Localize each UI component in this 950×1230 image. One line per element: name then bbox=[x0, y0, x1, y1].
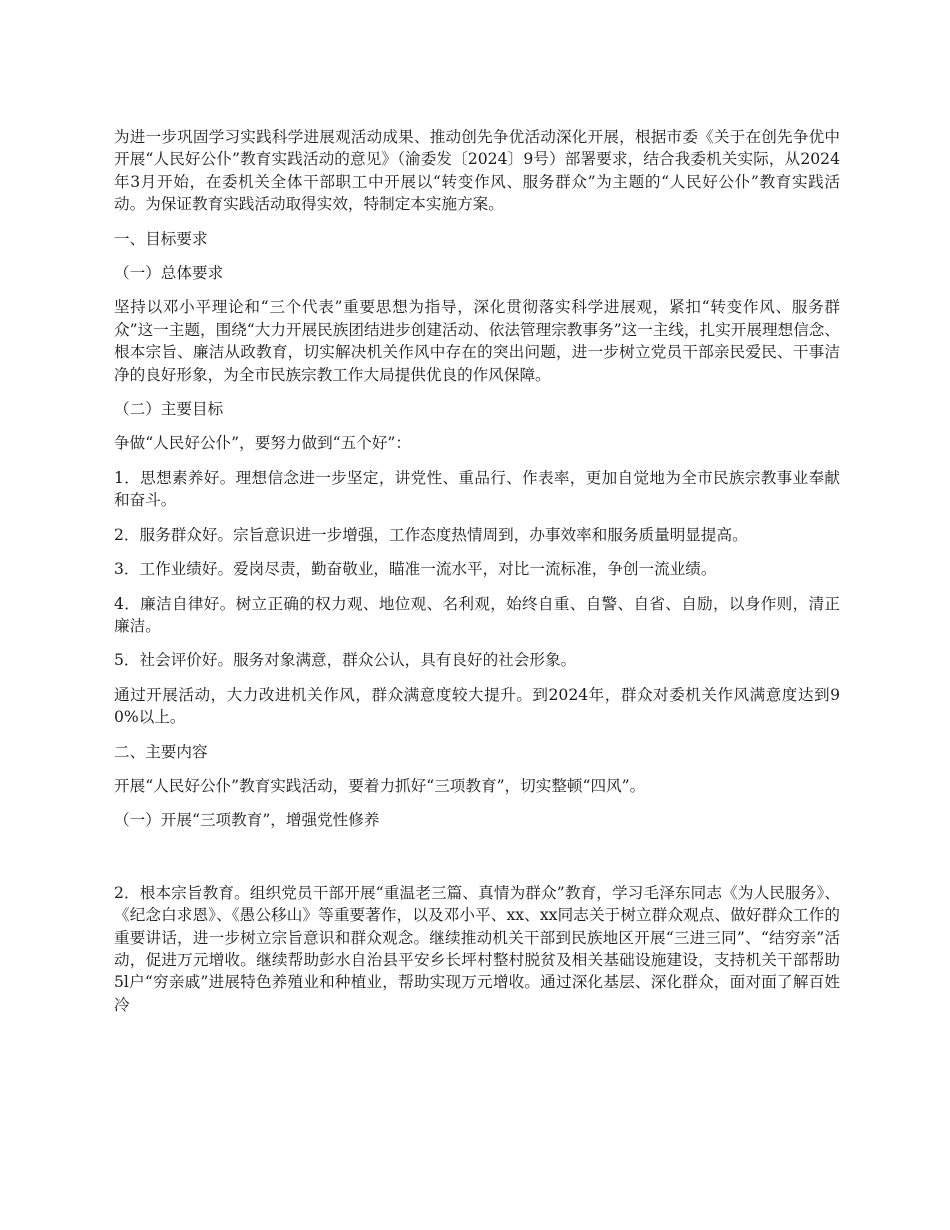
goal-item: 2．服务群众好。宗旨意识进一步增强，工作态度热情周到，办事效率和服务质量明显提高。 bbox=[114, 525, 748, 544]
subheading-main-goals: （二）主要目标 bbox=[114, 400, 224, 419]
goal-summary-paragraph: 通过开展活动，大力改进机关作风，群众满意度较大提升。到2024年，群众对委机关作风满意度达到90%以上。 bbox=[114, 685, 840, 727]
overall-requirements-paragraph: 坚持以邓小平理论和“三个代表”重要思想为指导，深化贯彻落实科学进展观，紧扣“转变作风、服务群众”这一主题，围绕“大力开展民族团结进步创建活动、依法管理宗教事务”这一主线，扎实开展理想信念、根本宗旨、廉洁从政教育，切实解决机关作风中存在的突出问题，进一步树立党员干部亲民爱民、干事洁净的良好形象，为全市民族宗教工作大局提供优良的作风保障。 bbox=[114, 298, 840, 384]
intro-paragraph: 为进一步巩固学习实践科学进展观活动成果、推动创先争优活动深化开展，根据市委《关于在创先争优中开展“人民好公仆”教育实践活动的意见》（渝委发〔2024〕9号）部署要求，结合我委机关实际，从2024年3月开始，在委机关全体干部职工中开展以“转变作风、服务群众”为主题的“人民好公仆”教育实践活动。为保证教育实践活动取得实效，特制定本实施方案。 bbox=[114, 128, 840, 214]
section-heading-main-content: 二、主要内容 bbox=[114, 742, 208, 761]
goal-item: 4．廉洁自律好。树立正确的权力观、地位观、名利观，始终自重、自警、自省、自励，以身作则，清正廉洁。 bbox=[114, 594, 840, 635]
section-heading-goals: 一、目标要求 bbox=[114, 229, 208, 248]
main-goals-paragraph: 争做“人民好公仆”，要努力做到“五个好”： bbox=[114, 434, 411, 453]
subheading-overall-requirements: （一）总体要求 bbox=[114, 264, 224, 283]
fundamental-purpose-education-paragraph: 2．根本宗旨教育。组织党员干部开展“重温老三篇、真情为群众”教育，学习毛泽东同志《为人民服务》、《纪念白求恩》、《愚公移山》等重要著作，以及邓小平、xx、xx同志关于树立群众观点、做好群众工作的重要讲话，进一步树立宗旨意识和群众观念。继续推动机关干部到民族地区开展“三进三同”、“结穷亲”活动，促进万元增收。继续帮助彭水自治县平安乡长坪村整村脱贫及相关基础设施建设，支持机关干部帮助5l户“穷亲戚”进展特色养殖业和种植业，帮助实现万元增收。通过深化基层、深化群众，面对面了解百姓冷 bbox=[114, 883, 840, 1014]
document-page bbox=[114, 126, 840, 1028]
goal-item: 5．社会评价好。服务对象满意，群众公认，具有良好的社会形象。 bbox=[114, 651, 577, 670]
subheading-three-educations: （一）开展“三项教育”，增强党性修养 bbox=[114, 811, 380, 830]
goal-item: 1．思想素养好。理想信念进一步坚定，讲党性、重品行、作表率，更加自觉地为全市民族宗教事业奉献和奋斗。 bbox=[114, 468, 840, 510]
goal-item: 3．工作业绩好。爱岗尽责，勤奋敬业，瞄准一流水平，对比一流标准，争创一流业绩。 bbox=[114, 560, 717, 579]
main-content-paragraph: 开展“人民好公仆”教育实践活动，要着力抓好“三项教育”，切实整顿“四风”。 bbox=[114, 776, 646, 795]
blank-gap bbox=[114, 844, 840, 882]
